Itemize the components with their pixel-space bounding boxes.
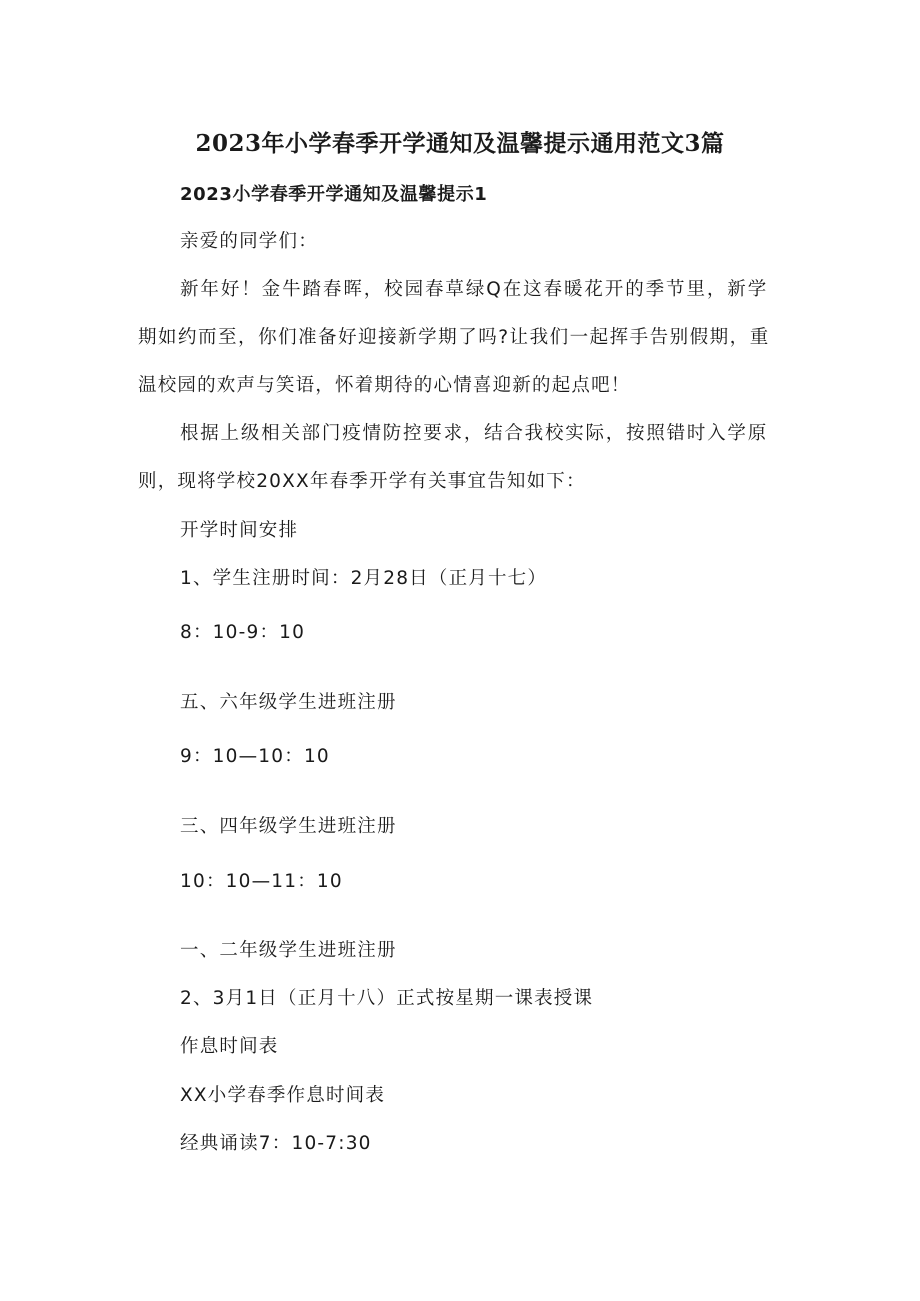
document-title: 2023年小学春季开学通知及温馨提示通用范文3篇 — [195, 130, 725, 157]
schedule-heading: 开学时间安排 — [180, 520, 299, 541]
paragraph-line: 期如约而至，你们准备好迎接新学期了吗?让我们一起挥手告别假期，重 — [138, 327, 769, 348]
paragraph-line: 根据上级相关部门疫情防控要求，结合我校实际，按照错时入学原 — [180, 423, 767, 444]
schedule-item: 2、3月1日（正月十八）正式按星期一课表授课 — [180, 988, 594, 1009]
time-slot: 8：10-9：10 — [180, 622, 306, 643]
section-subtitle: 2023小学春季开学通知及温馨提示1 — [180, 184, 488, 205]
greeting-line: 亲爱的同学们： — [180, 231, 318, 252]
grade-registration: 五、六年级学生进班注册 — [180, 692, 397, 713]
time-slot: 10：10—11：10 — [180, 871, 343, 892]
paragraph-line: 则，现将学校20XX年春季开学有关事宜告知如下： — [138, 471, 586, 492]
grade-registration: 三、四年级学生进班注册 — [180, 816, 397, 837]
schedule-item: 1、学生注册时间：2月28日（正月十七） — [180, 568, 548, 589]
time-slot: 9：10—10：10 — [180, 746, 330, 767]
grade-registration: 一、二年级学生进班注册 — [180, 940, 397, 961]
timetable-heading: 作息时间表 — [180, 1036, 279, 1057]
paragraph-line: 新年好！金牛踏春晖，校园春草绿Q在这春暖花开的季节里，新学 — [180, 279, 767, 300]
paragraph-line: 温校园的欢声与笑语，怀着期待的心情喜迎新的起点吧！ — [138, 375, 631, 396]
timetable-title: XX小学春季作息时间表 — [180, 1085, 386, 1106]
timetable-row: 经典诵读7：10-7:30 — [180, 1133, 372, 1154]
